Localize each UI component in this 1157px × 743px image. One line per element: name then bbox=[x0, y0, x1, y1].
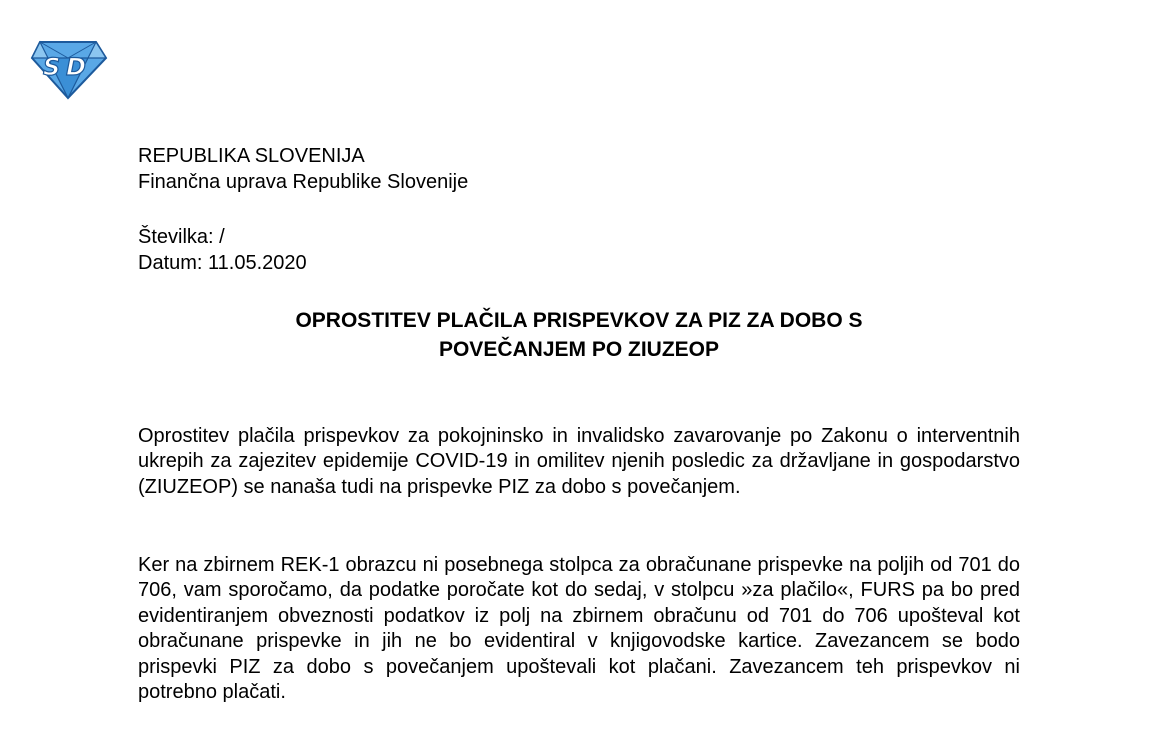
diamond-logo-icon bbox=[30, 38, 108, 100]
document-title bbox=[138, 306, 1020, 364]
document-number: Številka: / bbox=[138, 226, 225, 248]
logo-letters-d: D bbox=[66, 53, 86, 81]
document-title-line1: OPROSTITEV PLAČILA PRISPEVKOV ZA PIZ ZA DOBO S bbox=[295, 309, 863, 332]
body-paragraph-2: Ker na zbirnem REK-1 obrazcu ni posebnega stolpca za obračunane prispevke na poljih od 701 do 706, vam sporočamo, da podatke poročate kot do sedaj, v stolpcu »za plačilo«, FURS pa bo pred evidentiranjem obveznosti podatkov iz polj na zbirnem obračunu od 701 do 706 upošteval kot obračunane prispevke in jih ne bo evidentiral v knjigovodske kartice. Zavezancem se bodo prispevki PIZ za dobo s povečanjem upoštevali kot plačani. Zavezancem teh prispevkov ni potrebno plačati. bbox=[138, 554, 1020, 704]
issuer-country: REPUBLIKA SLOVENIJA bbox=[138, 145, 365, 167]
document-date: Datum: 11.05.2020 bbox=[138, 252, 307, 274]
organization-logo bbox=[30, 38, 108, 100]
body-paragraph-1: Oprostitev plačila prispevkov za pokojninsko in invalidsko zavarovanje po Zakonu o interventnih ukrepih za zajezitev epidemije COVID-19 in omilitev njenih posledic za državljane in gospodarstvo (ZIUZEOP) se nanaša tudi na prispevke PIZ za dobo s povečanjem. bbox=[138, 425, 1020, 498]
logo-letters: S bbox=[43, 53, 61, 81]
document-meta bbox=[138, 224, 307, 276]
issuer-agency: Finančna uprava Republike Slovenije bbox=[138, 171, 469, 193]
issuer-header bbox=[138, 143, 468, 195]
document-title-line2: POVEČANJEM PO ZIUZEOP bbox=[438, 338, 720, 361]
